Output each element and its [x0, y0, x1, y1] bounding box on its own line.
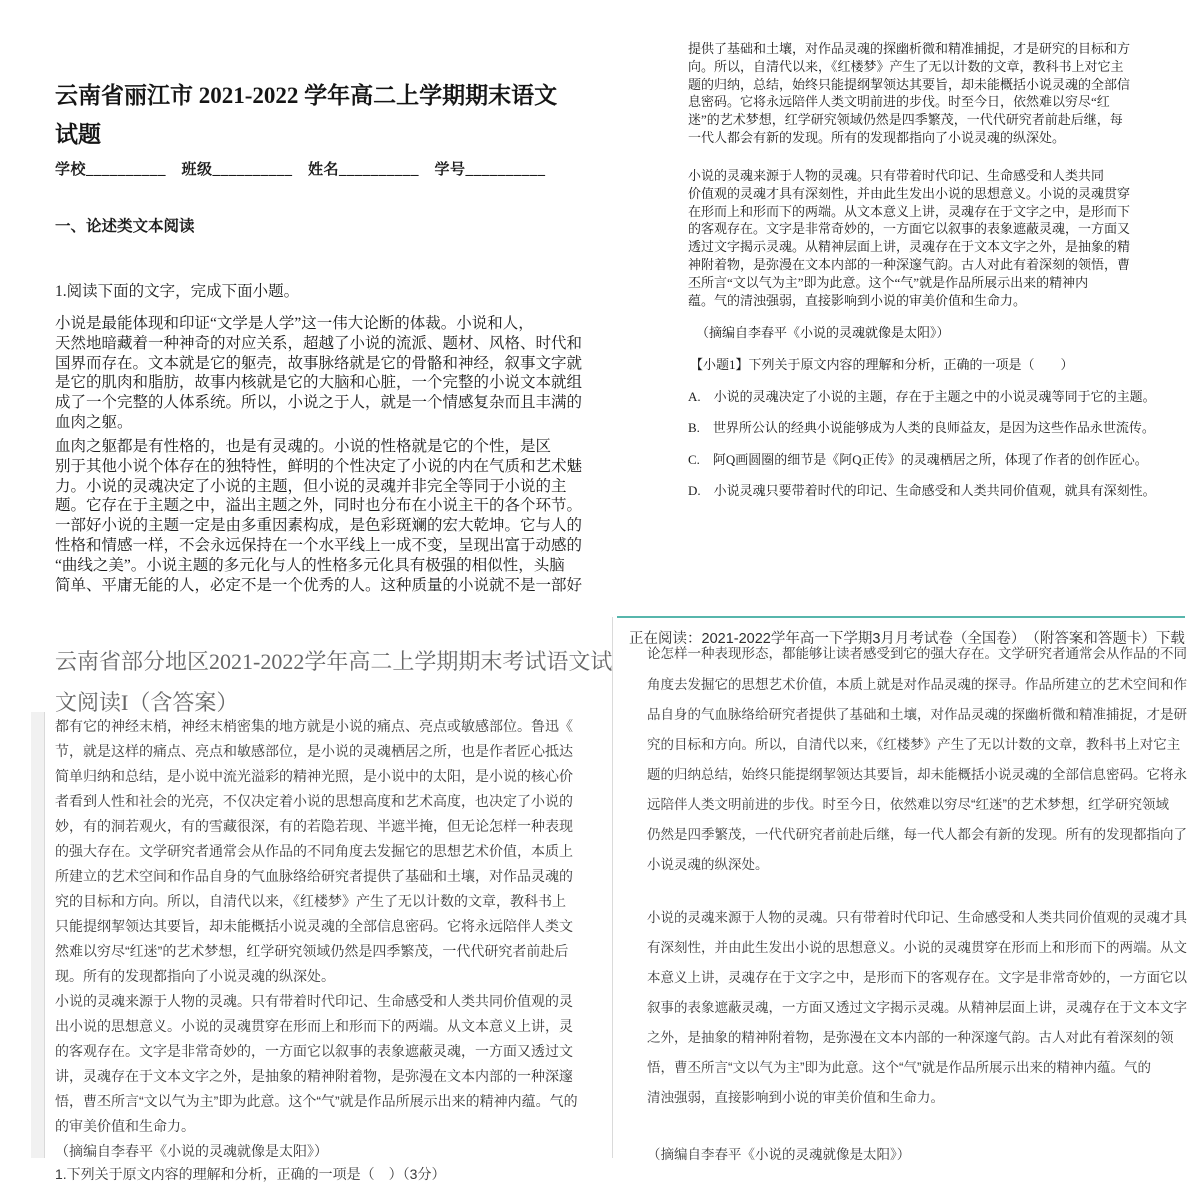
text-line: 题的归纳总结，始终只能提纲挈领达其要旨，却未能概括小说灵魂的全部信息密码。它将永 — [647, 767, 1187, 782]
exam-title — [55, 76, 615, 154]
text-line: 叙事的表象遮蔽灵魂，一方面又透过文字揭示灵魂。从精神层面上讲，灵魂存在于文本文字 — [647, 1000, 1187, 1015]
text-line: 丕所言“文以气为主”即为此意。这个“气”就是作品所展示出来的精神内 — [688, 274, 1089, 290]
text-line: 究的目标和方向。所以，自清代以来，《红楼梦》产生了无以计数的文章，教科书上 — [55, 893, 566, 909]
text-line: 一代人都会有新的发现。所有的发现都指向了小说灵魂的纵深处。 — [688, 129, 1066, 145]
text-line: 题。它存在于主题之中，溢出主题之外，同时也分布在小说主干的各个环节。 — [55, 497, 583, 515]
text-line: 角度去发掘它的思想艺术价值，本质上就是对作品灵魂的探寻。作品所建立的艺术空间和作 — [647, 677, 1187, 692]
text-line: 悟，曹丕所言“文以气为主”即为此意。这个“气”就是作品所展示出来的精神内蕴。气的 — [647, 1060, 1151, 1075]
text-line: 品自身的气血脉络给研究者提供了基础和土壤，对作品灵魂的探幽析微和精准捕捉，才是研 — [647, 707, 1187, 722]
text-line: 本意义上讲，灵魂存在于文字之中，是形而下的客观存在。文字是非常奇妙的，一方面它以 — [647, 970, 1187, 985]
text-line: 之外，是抽象的精神附着物，是弥漫在文本内部的一种深邃气韵。古人对此有着深刻的领 — [647, 1030, 1174, 1045]
text-line: 简单归纳和总结，是小说中流光溢彩的精神光照，是小说中的太阳，是小说的核心价 — [55, 768, 573, 784]
vertical-divider — [612, 617, 613, 1158]
text-line: 力。小说的灵魂决定了小说的主题，但小说的灵魂并非完全等同于小说的主 — [55, 477, 567, 495]
now-reading-link[interactable]: 正在阅读：2021-2022学年高一下学期3月月考试卷（全国卷） （附答案和答题卡）下载 — [629, 631, 1185, 647]
text-line: 价值观的灵魂才具有深刻性，并由此生发出小说的思想意义。小说的灵魂贯穿 — [688, 185, 1131, 201]
text-line: 一部好小说的主题一定是由多重因素构成，是色彩斑斓的宏大乾坤。它与人的 — [55, 517, 583, 535]
related-doc-title-line: 云南省部分地区2021-2022学年高二上学期期末考试语文试 — [55, 649, 613, 674]
text-line: 简单、平庸无能的人，必定不是一个优秀的人。这种质量的小说就不是一部好 — [55, 576, 583, 594]
text-line: 蕴。气的清浊强弱，直接影响到小说的审美价值和生命力。 — [688, 292, 1027, 308]
text-line: 论怎样一种表现形态，都能够让读者感受到它的强大存在。文学研究者通常会从作品的不同 — [647, 646, 1187, 661]
text-line: 者看到人性和社会的光亮，不仅决定着小说的思想高度和艺术高度，也决定了小说的 — [55, 793, 573, 809]
text-line: “曲线之美”。小说主题的多元化与人的性格多元化具有极强的相似性，头脑 — [55, 556, 565, 574]
answer-options — [688, 388, 1166, 513]
text-line: 的强大存在。文学研究者通常会从作品的不同角度去发掘它的思想艺术价值，本质上 — [55, 843, 573, 859]
text-line: 妙，有的洞若观火，有的雪藏很深，有的若隐若现、半遮半掩，但无论怎样一种表现 — [55, 818, 573, 834]
text-line: 悟，曹丕所言“文以气为主”即为此意。这个“气”就是作品所展示出来的精神内蕴。气的 — [55, 1093, 578, 1109]
passage-paragraph — [647, 903, 1200, 1113]
answer-option: C. 阿Q画圆圈的细节是《阿Q正传》的灵魂栖居之所，体现了作者的创作匠心。 — [688, 451, 1148, 467]
text-line: 都有它的神经末梢，神经末梢密集的地方就是小说的痛点、亮点或敏感部位。鲁迅《 — [55, 718, 573, 734]
text-line: 的客观存在。文字是非常奇妙的，一方面它以叙事的表象遮蔽灵魂，一方面又透过文 — [55, 1043, 573, 1059]
text-line: 讲，灵魂存在于文本文字之外，是抽象的精神附着物，是弥漫在文本内部的一种深邃 — [55, 1068, 573, 1084]
text-line: 所建立的艺术空间和作品自身的气血脉络给研究者提供了基础和土壤，对作品灵魂的 — [55, 868, 573, 884]
text-line: 在形而上和形而下的两端。从文本意义上讲，灵魂存在于文字之中，是形而下 — [688, 203, 1131, 219]
text-line: 性格和情感一样，不会永远保持在一个水平线上一成不变，呈现出富于动感的 — [55, 536, 583, 554]
teal-accent-rule — [617, 616, 1185, 618]
text-line: 仍然是四季繁茂，一代代研究者前赴后继，每一代人都会有新的发现。所有的发现都指向了 — [647, 827, 1187, 842]
text-line: 只能提纲挈领达其要旨，却未能概括小说灵魂的全部信息密码。它将永远陪伴人类文 — [55, 918, 573, 934]
text-line: （摘编自李春平《小说的灵魂就像是太阳》） — [55, 1143, 328, 1159]
text-line: 题的归纳，总结，始终只能提纲挈领达其要旨，却未能概括小说灵魂的全部信 — [688, 76, 1131, 92]
answer-option: B. 世界所公认的经典小说能够成为人类的良师益友，是因为这些作品永世流传。 — [688, 420, 1155, 436]
text-line: 提供了基础和土壤，对作品灵魂的探幽析微和精准捕捉，才是研究的目标和方 — [688, 41, 1131, 56]
text-line: 息密码。它将永远陪伴人类文明前进的步伐。时至今日，依然难以穷尽“红 — [688, 94, 1110, 110]
section-heading: 一、论述类文本阅读 — [55, 218, 195, 235]
related-doc-body — [55, 714, 595, 1164]
text-line: 别于其他小说个体存在的独特性，鲜明的个性决定了小说的内在气质和艺术魅 — [55, 457, 583, 475]
clipped-text-line — [647, 646, 1200, 663]
related-doc-title-line: 文阅读I（含答案） — [55, 690, 239, 715]
exam-title-line: 试题 — [55, 122, 101, 147]
passage-paragraph — [688, 167, 1166, 309]
text-line: 出小说的思想意义。小说的灵魂贯穿在形而上和形而下的两端。从文本意义上讲，灵 — [55, 1018, 573, 1034]
text-line: 透过文字揭示灵魂。从精神层面上讲，灵魂存在于文本文字之外，是抽象的精 — [688, 239, 1131, 255]
text-line: 迷”的艺术梦想，红学研究领域仍然是四季繁茂，一代代研究者前赴后继，每 — [688, 112, 1123, 128]
answer-option: D. 小说灵魂只要带着时代的印记、生命感受和人类共同价值观，就具有深刻性。 — [688, 482, 1156, 498]
passage-paragraph — [688, 40, 1166, 147]
student-info-line: 学校__________ 班级__________ 姓名__________ 学号__________ — [55, 162, 546, 178]
text-line: 小说的灵魂来源于人物的灵魂。只有带着时代印记、生命感受和人类共同价值观的灵魂才具 — [647, 910, 1187, 925]
related-doc-title — [55, 641, 613, 723]
passage-source: （摘编自李春平《小说的灵魂就像是太阳》） — [647, 1147, 911, 1162]
text-line: 有深刻性，并由此生发出小说的思想意义。小说的灵魂贯穿在形而上和形而下的两端。从文 — [647, 940, 1187, 955]
passage-paragraph — [55, 314, 615, 433]
text-line: 的审美价值和生命力。 — [55, 1118, 195, 1134]
passage-paragraph — [55, 437, 615, 595]
text-line: 小说灵魂的纵深处。 — [647, 857, 769, 872]
text-line: 究的目标和方向。所以，自清代以来，《红楼梦》产生了无以计数的文章，教科书上对它主 — [647, 737, 1181, 752]
text-line: 然难以穷尽“红迷”的艺术梦想，红学研究领域仍然是四季繁茂，一代代研究者前赴后 — [55, 943, 569, 959]
text-line: 远陪伴人类文明前进的步伐。时至今日，依然难以穷尽“红迷”的艺术梦想，红学研究领域 — [647, 797, 1169, 812]
text-line: 小说的灵魂来源于人物的灵魂。只有带着时代印记、生命感受和人类共同价值观的灵 — [55, 993, 573, 1009]
text-line: 节，就是这样的痛点、亮点和敏感部位，是小说的灵魂栖居之所，也是作者匠心抵达 — [55, 743, 573, 759]
text-line: 国界而存在。文本就是它的躯壳，故事脉络就是它的骨骼和神经，叙事文字就 — [55, 354, 583, 372]
text-line: 血肉之躯。 — [55, 413, 133, 431]
question-stem: 【小题1】下列关于原文内容的理解和分析，正确的一项是（ ） — [690, 357, 1074, 372]
passage-paragraph — [647, 670, 1200, 880]
text-line: 的客观存在。文字是非常奇妙的，一方面它以叙事的表象遮蔽灵魂，一方面又 — [688, 221, 1131, 237]
text-line: 成了一个完整的人体系统。所以，小说之于人，就是一个情感复杂而且丰满的 — [55, 394, 583, 412]
answer-option: A. 小说的灵魂决定了小说的主题，存在于主题之中的小说灵魂等同于它的主题。 — [688, 389, 1156, 404]
passage-source: （摘编自李春平《小说的灵魂就像是太阳》） — [696, 325, 950, 340]
text-line: 血肉之躯都是有性格的，也是有灵魂的。小说的性格就是它的个性，是区 — [55, 438, 552, 455]
text-line: 清浊强弱，直接影响到小说的审美价值和生命力。 — [647, 1090, 944, 1105]
text-line: 天然地暗藏着一种神奇的对应关系，超越了小说的流派、题材、风格、时代和 — [55, 334, 583, 352]
page-edge-gutter — [31, 712, 45, 1158]
text-line: 向。所以，自清代以来，《红楼梦》产生了无以计数的文章，教科书上对它主 — [688, 58, 1124, 74]
text-line: 神附着物，是弥漫在文本内部的一种深邃气韵。古人对此有着深刻的领悟，曹 — [688, 256, 1131, 272]
exam-title-line: 云南省丽江市 2021-2022 学年高二上学期期末语文 — [55, 83, 558, 108]
clipped-text-line: 1.下列关于原文内容的理解和分析，正确的一项是（ ）（3分） — [55, 1166, 446, 1182]
text-line: 现。所有的发现都指向了小说灵魂的纵深处。 — [55, 968, 335, 984]
text-line: 是它的肌肉和脂肪，故事内核就是它的大脑和心脏，一个完整的小说文本就组 — [55, 374, 583, 392]
text-line: 小说的灵魂来源于人物的灵魂。只有带着时代印记、生命感受和人类共同 — [688, 168, 1105, 183]
question-intro: 1.阅读下面的文字，完成下面小题。 — [55, 283, 300, 300]
text-line: 小说是最能体现和印证“文学是人学”这一伟大论断的体裁。小说和人， — [55, 315, 534, 332]
